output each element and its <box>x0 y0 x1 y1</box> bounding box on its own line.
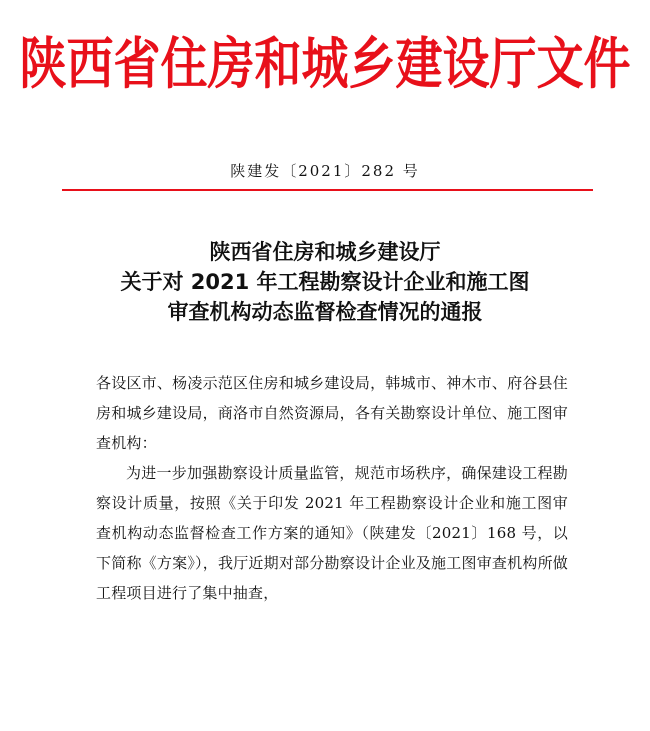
masthead-title: 陕西省住房和城乡建设厅文件 <box>19 32 631 98</box>
notice-title <box>0 237 650 327</box>
document-number: 陕建发〔2021〕282 号 <box>230 162 420 180</box>
body-paragraph-1: 为进一步加强勘察设计质量监管，规范市场秩序，确保建设工程勘察设计质量，按照《关于印发 2021 年工程勘察设计企业和施工图审查机构动态监督检查工作方案的通知》（陕建发〔2021〕168 号，以下简称《方案》），我厅近期对部分勘察设计企业及施工图审查机构所做工程项目进行了集中抽查， <box>96 464 568 602</box>
addressee-paragraph: 各设区市、杨凌示范区住房和城乡建设局，韩城市、神木市、府谷县住房和城乡建设局，商洛市自然资源局，各有关勘察设计单位、施工图审查机构： <box>96 374 568 452</box>
title-line-2: 关于对 2021 年工程勘察设计企业和施工图 <box>120 270 530 294</box>
title-line-1: 陕西省住房和城乡建设厅 <box>209 240 441 264</box>
document-body <box>96 368 568 608</box>
title-line-3: 审查机构动态监督检查情况的通报 <box>167 300 483 324</box>
red-divider-line <box>62 189 593 191</box>
